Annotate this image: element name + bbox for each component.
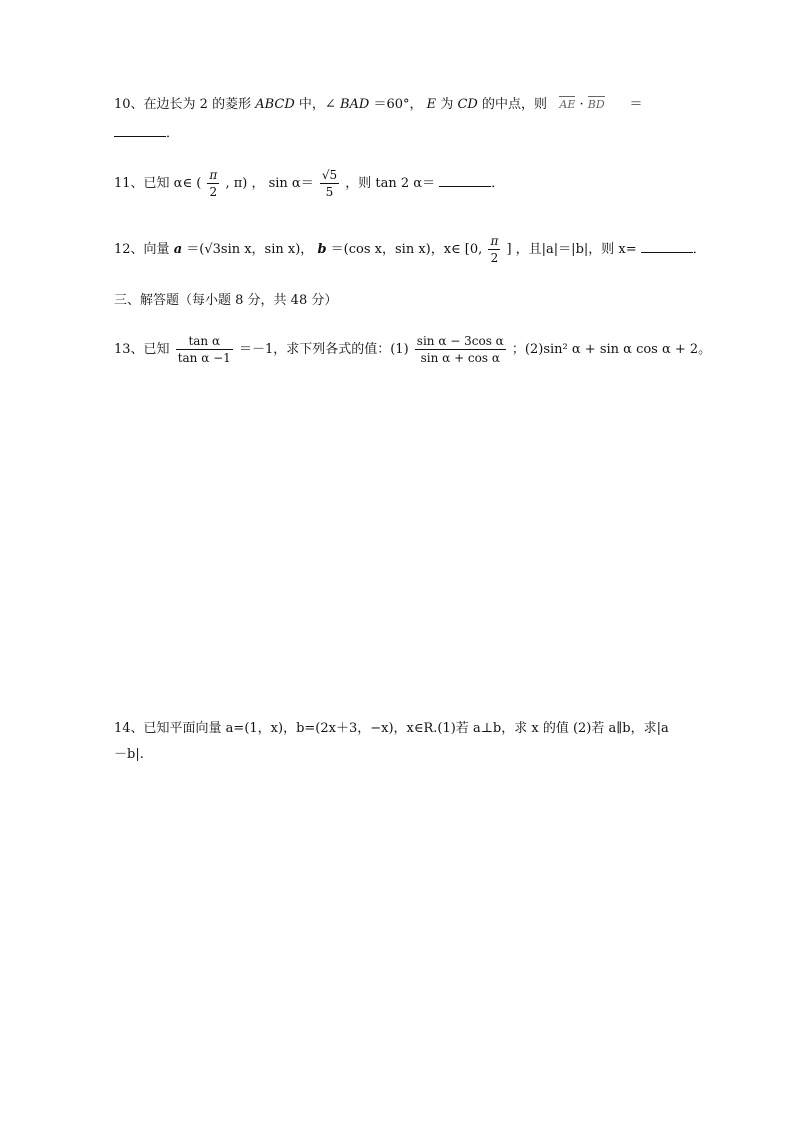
dot-operator: ·: [579, 97, 584, 112]
q11-text: 11、已知 α∈ (: [114, 176, 202, 191]
denominator: tan α −1: [177, 351, 231, 365]
numerator: √5: [321, 168, 338, 182]
q13-text: ＝－1，求下列各式的值：(1): [238, 342, 409, 357]
question-12: [114, 232, 706, 268]
equals-sign: ＝: [629, 97, 643, 112]
q12-text: ＝(√3sin x，sin x)，: [186, 242, 314, 257]
answer-blank[interactable]: [439, 174, 491, 187]
answer-blank[interactable]: [114, 124, 166, 137]
numerator: π: [490, 234, 499, 248]
pi-over-2-fraction: [207, 167, 219, 200]
q10-text: 的中点，则: [481, 97, 547, 112]
period: ．: [491, 176, 505, 191]
q10-point-e: E: [426, 97, 437, 112]
q12-text: 12、向量: [114, 242, 170, 257]
q12-text: ＝(cos x，sin x)，x∈ [0,: [330, 242, 483, 257]
q10-text: 为: [440, 97, 458, 112]
q10-angle: BAD: [339, 97, 370, 112]
q10-text: ＝60°，: [373, 97, 423, 112]
vector-b: b: [317, 242, 327, 257]
tan-fraction: [176, 333, 233, 366]
question-14: 14、已知平面向量 a=(1，x)，b=(2x＋3，−x)，x∈R.(1)若 a⊥b，求 x 的值 (2)若 a∥b，求|a: [114, 721, 669, 736]
vector-bd: BD: [588, 96, 605, 114]
q10-text: 10、在边长为 2 的菱形: [114, 97, 252, 112]
q13-text: 13、已知: [114, 342, 170, 357]
q10-text: 中，∠: [298, 97, 336, 112]
answer-blank[interactable]: [641, 240, 693, 253]
denominator: sin α + cos α: [415, 349, 506, 366]
period: ．: [692, 242, 706, 257]
numerator: π: [209, 168, 218, 182]
q13-text: ；(2)sin² α + sin α cos α + 2。: [511, 342, 712, 357]
section-heading: 三、解答题（每小题 8 分，共 48 分）: [114, 293, 338, 308]
question-10-answer-line: [114, 124, 179, 143]
question-13: [114, 332, 711, 368]
period: ．: [166, 126, 180, 141]
q11-text: , π) ， sin α＝: [225, 176, 314, 191]
sin-cos-fraction: [415, 333, 506, 366]
q12-text: ] ，且|a|＝|b|，则 x=: [506, 242, 637, 257]
question-10: [114, 96, 643, 114]
denominator: 2: [488, 249, 500, 266]
question-14-continued: －b|.: [114, 747, 144, 762]
q10-shape: ABCD: [255, 97, 295, 112]
vector-a: a: [173, 242, 183, 257]
q10-segment: CD: [457, 97, 478, 112]
sqrt5-over-5-fraction: [320, 167, 339, 200]
question-11: [114, 166, 504, 202]
q11-text: ，则 tan 2 α＝: [345, 176, 436, 191]
numerator: tan α: [188, 334, 221, 348]
denominator: 2: [207, 183, 219, 200]
numerator: sin α − 3cos α: [416, 334, 504, 348]
denominator: 5: [320, 183, 339, 200]
vector-ae: AE: [559, 96, 575, 114]
pi-over-2-fraction: [488, 233, 500, 266]
